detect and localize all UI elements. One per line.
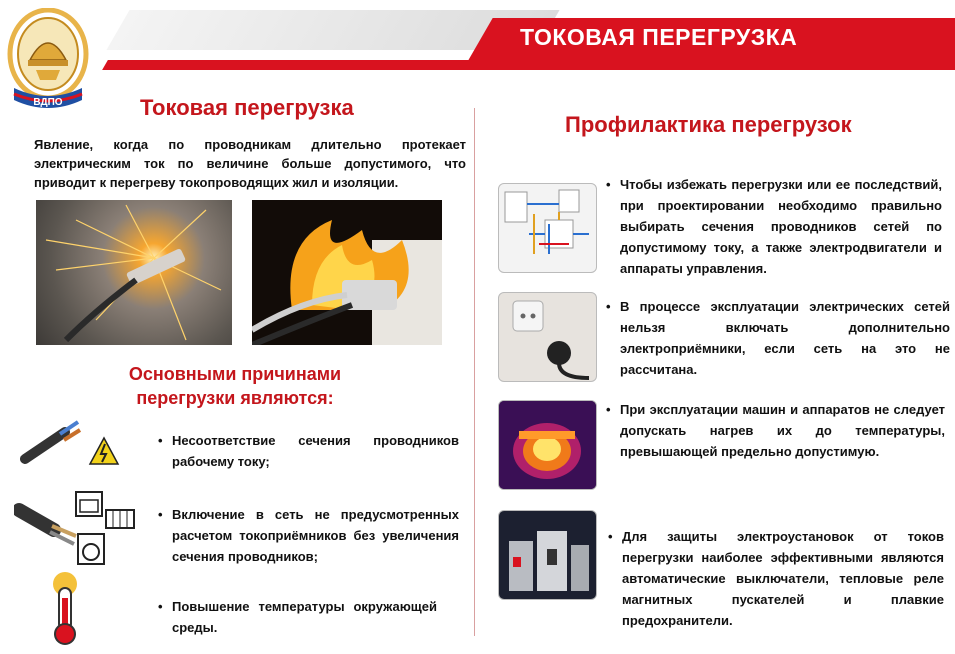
- right-heading: Профилактика перегрузок: [565, 112, 852, 137]
- thermal-image-thumb: [498, 400, 597, 490]
- sparks-illustration: [36, 200, 232, 345]
- wiring-diagram-thumb: [498, 183, 597, 273]
- banner-red-stripe: [102, 60, 955, 70]
- circuit-breakers-thumb: [498, 510, 597, 600]
- washing-machine-icon: [78, 534, 104, 564]
- causes-heading: [60, 362, 410, 410]
- page-title: ТОКОВАЯ ПЕРЕГРУЗКА: [520, 24, 798, 50]
- cause-item-2: • Включение в сеть не предусмотренных расчетом токоприёмников без увеличения сечения проводников;: [172, 504, 459, 567]
- prevention-item-2: • В процессе эксплуатации электрических сетей нельзя включать дополнительно электроприёмники, если сеть на это не рассчитана.: [620, 296, 950, 380]
- prevention-item-4: • Для защиты электроустановок от токов перегрузки наиболее эффективными являются автоматические выключатели, тепловые реле магнитных пускателей и плавкие предохранители.: [622, 526, 944, 631]
- causes-heading-line1: Основными причинами: [128, 364, 342, 384]
- column-divider: [474, 108, 475, 636]
- power-cable-icon: [19, 510, 76, 544]
- left-heading: Токовая перегрузка: [140, 95, 354, 120]
- emblem-icon: [6, 8, 90, 116]
- prevention-item-1: • Чтобы избежать перегрузки или ее последствий, при проектировании необходимо правильно выбирать сечения проводников сетей по допустимому току, а также электродвигатели и аппараты управления.: [620, 174, 942, 279]
- emblem-text: ВДПО: [33, 97, 63, 108]
- causes-heading-line2: перегрузки являются:: [136, 388, 334, 408]
- prevention-item-3: • При эксплуатации машин и аппаратов не следует допускать нагрев их до температуры, превышающей предельно допустимую.: [620, 399, 945, 462]
- cause-item-3: • Повышение температуры окружающей среды.: [172, 596, 437, 638]
- fire-illustration: [252, 200, 442, 345]
- thermometer-icon: [40, 570, 90, 648]
- sparks-photo: [36, 200, 232, 345]
- definition-text: Явление, когда по проводникам длительно протекает электрическим ток по величине больше допустимого, что приводит к перегреву токопроводящих жил и изоляции.: [34, 137, 466, 190]
- appliances-icon-group: [14, 490, 139, 568]
- radiator-icon: [106, 510, 134, 528]
- cause-item-1: • Несоответствие сечения проводников рабочему току;: [172, 430, 459, 472]
- burning-outlet-photo: [252, 200, 442, 345]
- socket-photo-thumb: [498, 292, 597, 382]
- cable-icon: [20, 414, 120, 470]
- oven-icon: [76, 492, 102, 516]
